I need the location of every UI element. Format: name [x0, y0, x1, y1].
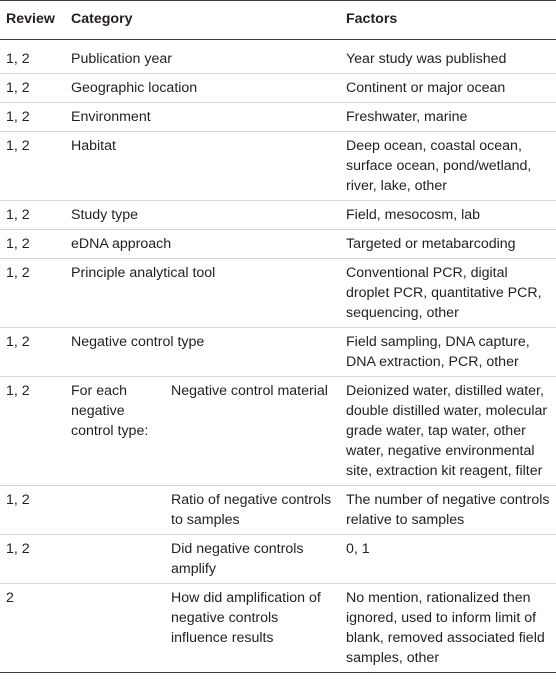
- cell-review: 1, 2: [0, 40, 65, 74]
- cell-review: 1, 2: [0, 377, 65, 486]
- cell-subcategory: Ratio of negative controls to samples: [165, 486, 340, 535]
- cell-review: 1, 2: [0, 486, 65, 535]
- cell-category: Negative control type: [65, 328, 340, 377]
- cell-factors: Continent or major ocean: [340, 74, 556, 103]
- cell-category: [65, 535, 165, 584]
- cell-factors: The number of negative controls relative to samples: [340, 486, 556, 535]
- cell-subcategory: How did amplification of negative controls influence results: [165, 584, 340, 673]
- cell-factors: Deionized water, distilled water, double distilled water, molecular grade water, tap water, other water, negative environmental site, extraction kit reagent, filter: [340, 377, 556, 486]
- cell-review: 2: [0, 584, 65, 673]
- cell-review: 1, 2: [0, 230, 65, 259]
- table-row: [0, 103, 556, 132]
- cell-category: Environment: [65, 103, 340, 132]
- cell-review: 1, 2: [0, 74, 65, 103]
- cell-factors: No mention, rationalized then ignored, used to inform limit of blank, removed associated field samples, other: [340, 584, 556, 673]
- cell-category: Habitat: [65, 132, 340, 201]
- cell-factors: Field, mesocosm, lab: [340, 201, 556, 230]
- table-row: [0, 74, 556, 103]
- cell-category: eDNA approach: [65, 230, 340, 259]
- cell-subcategory: Did negative controls amplify: [165, 535, 340, 584]
- table-row: [0, 230, 556, 259]
- cell-review: 1, 2: [0, 132, 65, 201]
- table-row: [0, 377, 556, 486]
- cell-category: Geographic location: [65, 74, 340, 103]
- cell-category: Principle analytical tool: [65, 259, 340, 328]
- cell-review: 1, 2: [0, 259, 65, 328]
- header-category: Category: [65, 0, 340, 40]
- table-row: [0, 584, 556, 673]
- table-row: [0, 486, 556, 535]
- cell-category: [65, 584, 165, 673]
- cell-review: 1, 2: [0, 103, 65, 132]
- cell-factors: Deep ocean, coastal ocean, surface ocean, pond/wetland, river, lake, other: [340, 132, 556, 201]
- header-factors: Factors: [340, 0, 556, 40]
- cell-category: [65, 486, 165, 535]
- header-review: Review: [0, 0, 65, 40]
- cell-factors: Targeted or metabarcoding: [340, 230, 556, 259]
- table-header-row: [0, 0, 556, 40]
- cell-category: For each negative control type:: [65, 377, 165, 486]
- cell-factors: Field sampling, DNA capture, DNA extraction, PCR, other: [340, 328, 556, 377]
- table-row: [0, 132, 556, 201]
- cell-review: 1, 2: [0, 201, 65, 230]
- cell-category: Study type: [65, 201, 340, 230]
- table-row: [0, 259, 556, 328]
- cell-category: Publication year: [65, 40, 340, 74]
- cell-factors: 0, 1: [340, 535, 556, 584]
- table-row: [0, 40, 556, 74]
- cell-review: 1, 2: [0, 535, 65, 584]
- table-row: [0, 535, 556, 584]
- cell-subcategory: Negative control material: [165, 377, 340, 486]
- cell-factors: Freshwater, marine: [340, 103, 556, 132]
- table-row: [0, 328, 556, 377]
- table-row: [0, 201, 556, 230]
- cell-factors: Conventional PCR, digital droplet PCR, quantitative PCR, sequencing, other: [340, 259, 556, 328]
- cell-review: 1, 2: [0, 328, 65, 377]
- cell-factors: Year study was published: [340, 40, 556, 74]
